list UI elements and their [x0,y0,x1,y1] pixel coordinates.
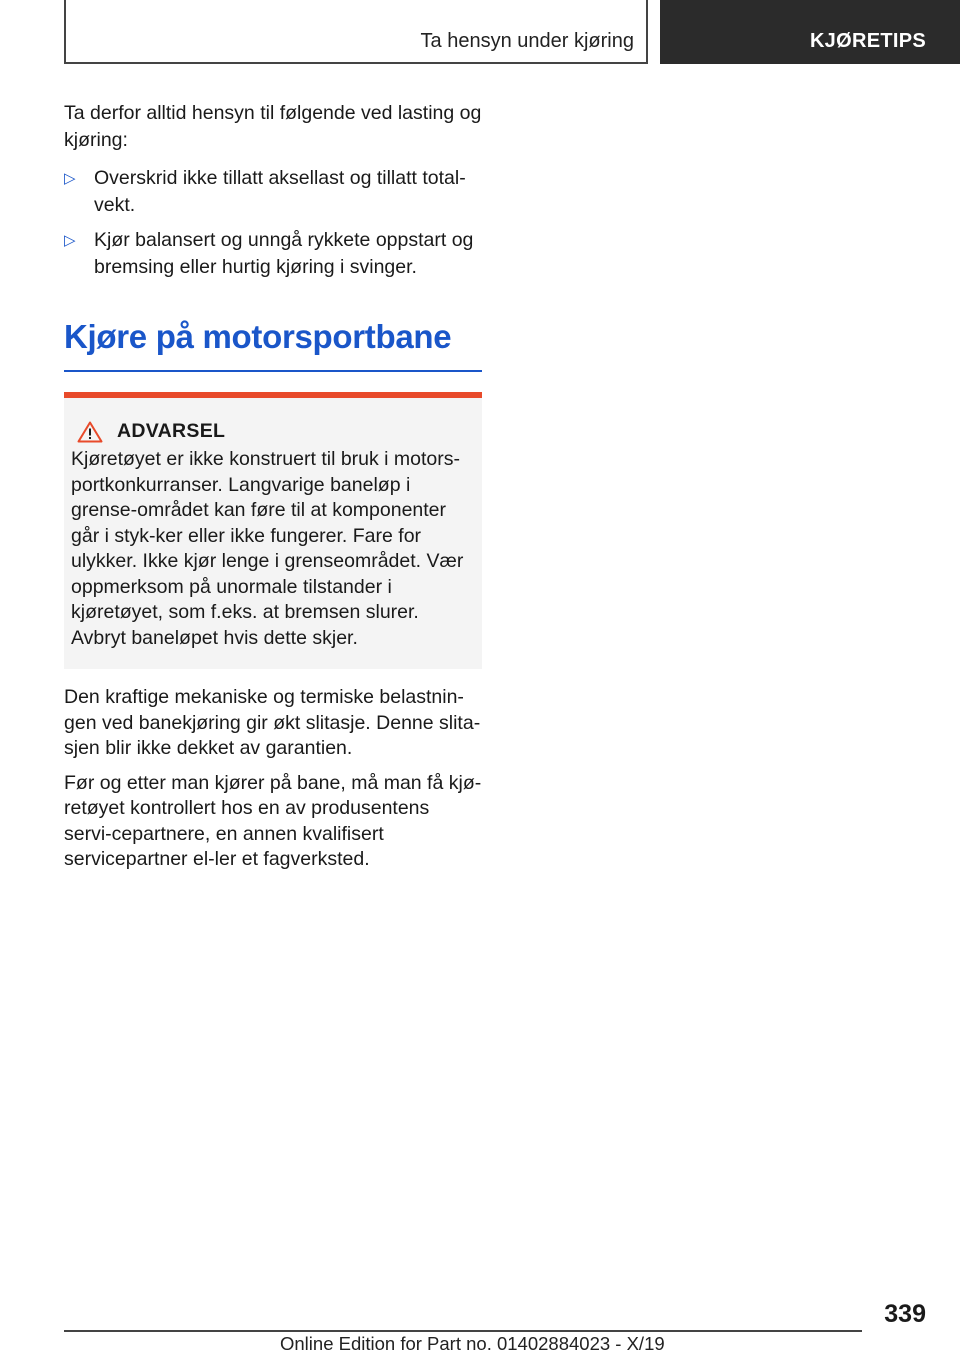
list-item [64,165,482,219]
list-item-text: Kjør balansert og unngå rykkete oppstart og bremsing eller hurtig kjøring i svinger. [94,229,474,278]
body-paragraph: Før og etter man kjører på bane, må man få kjø-retøyet kontrollert hos en av produsentens servi-cepartnere, en annen kvalifisert servicepartner el-ler et fagverksted. [64,771,482,870]
bullet-list [64,165,482,281]
section-heading: Kjøre på motorsportbane [64,317,482,372]
header-section-title: Ta hensyn under kjøring [420,30,634,52]
warning-text: Kjøretøyet er ikke konstruert til bruk i motors-portkonkurranser. Langvarige baneløp i grense-området kan føre til at komponenter går i styk-ker eller ikke fungerer. Fare for ulykker. Ikke kjør lenge i grenseområdet. Vær oppmerksom på unormale tilstander i kjøretøyet, som f.eks. at bremsen slurer. Avbryt baneløpet hvis dette skjer. [71,448,464,649]
triangle-right-icon: ▷ [64,170,76,187]
page-number: 339 [884,1300,926,1328]
triangle-right-icon: ▷ [64,232,76,249]
body-paragraph: Den kraftige mekaniske og termiske belastnin-gen ved banekjøring gir økt slitasje. Denne slita-sjen blir ikke dekket av garantien. [64,686,481,759]
footer-edition-text: Online Edition for Part no. 01402884023 - X/19 [280,1333,665,1354]
header-chapter-box [660,0,960,64]
header-section-box [64,0,648,64]
list-item [64,227,482,281]
page-content [64,100,482,873]
footer-divider [64,1330,862,1332]
warning-title: ADVARSEL [117,420,226,442]
warning-header [71,420,476,443]
header-chapter-title: KJØRETIPS [809,30,926,52]
intro-text: Ta derfor alltid hensyn til følgende ved lasting og kjøring: [64,102,482,151]
warning-triangle-icon [77,421,103,443]
warning-box [64,392,482,669]
list-item-text: Overskrid ikke tillatt aksellast og tillatt total-vekt. [94,167,466,216]
